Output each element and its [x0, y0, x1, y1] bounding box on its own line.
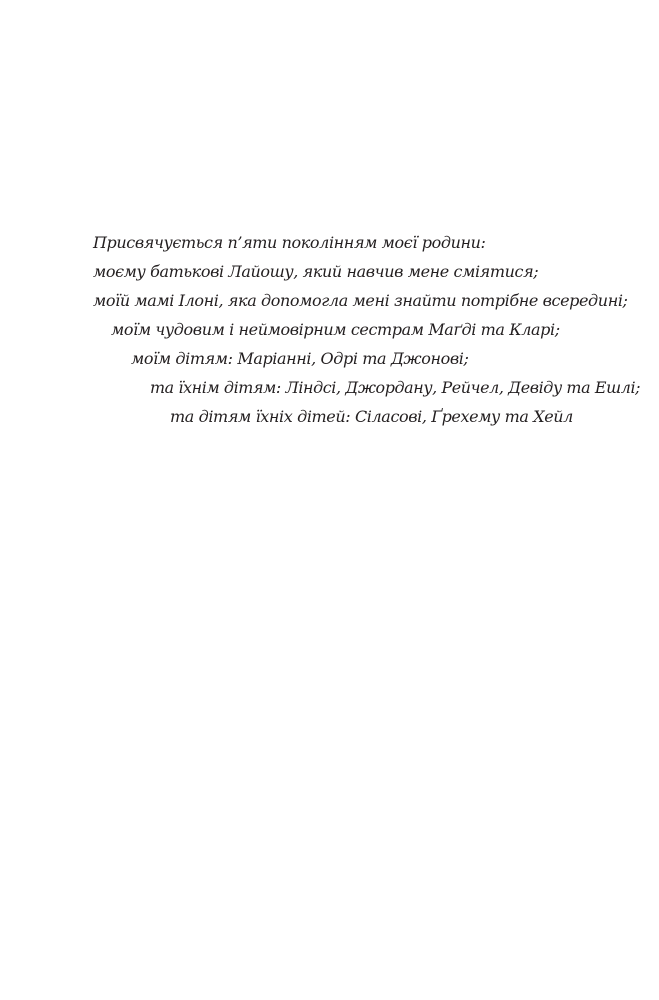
dedication-line-grandchildren: та їхнім дітям: Ліндсі, Джордану, Рейчел, Девіду та Ешлі;: [150, 378, 641, 397]
dedication-line-father: моєму батькові Лайошу, який навчив мене сміятися;: [93, 262, 539, 281]
dedication-line-great-grandchildren: та дітям їхніх дітей: Сіласові, Ґрехему та Хейл: [170, 407, 573, 426]
dedication-line-sisters: моїм чудовим і неймовірним сестрам Маґді та Кларі;: [111, 320, 560, 339]
dedication-line-mother: моїй мамі Ілоні, яка допомогла мені знайти потрібне всередині;: [93, 291, 628, 310]
dedication-line-intro: Присвячується п’яти поколінням моєї родини:: [93, 233, 486, 252]
dedication-line-children: моїм дітям: Маріанні, Одрі та Джонові;: [131, 349, 469, 368]
